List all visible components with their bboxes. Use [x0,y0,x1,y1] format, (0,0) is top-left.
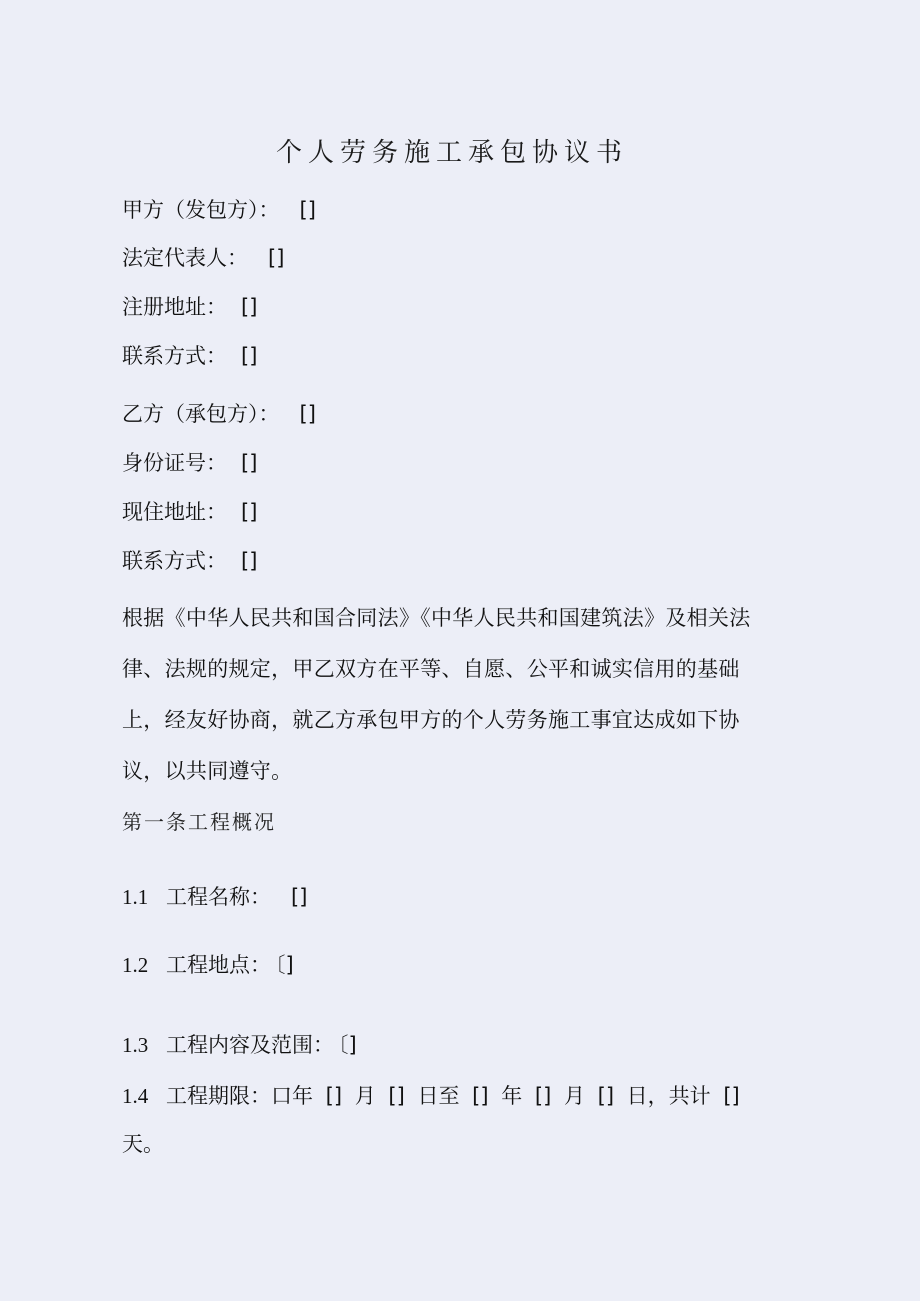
party-a-rep-value: [] [268,246,285,270]
item-1-4-label: 工程期限： [166,1084,271,1108]
party-a-heading [122,196,316,224]
item-1-4-tail: 天。 [122,1132,164,1156]
item-1-4-period: 口年 [] 月 [] 日至 [] 年 [] 月 [] 日，共计 [] [271,1084,740,1108]
preamble-paragraph: 根据《中华人民共和国合同法》《中华人民共和国建筑法》及相关法律、法规的规定，甲乙双方在平等、自愿、公平和诚实信用的基础上，经友好协商，就乙方承包甲方的个人劳务施工事宜达成如下协议，以共同遵守。 [122,606,751,783]
party-a-representative [122,244,284,272]
document-title: 个人劳务施工承包协议书 [275,138,628,168]
party-b-contact-value: [] [241,549,258,573]
item-1-2-number: 1.2 [122,953,149,977]
item-1-3-number: 1.3 [122,1033,149,1057]
party-b-contact [122,547,257,575]
item-1-1-value: [] [291,885,308,909]
party-b-contact-label: 联系方式： [122,549,227,573]
party-b-addr-value: [] [241,500,258,524]
party-a-contact-value: [] [241,344,258,368]
party-b-id [122,449,257,477]
section-1-heading: 第一条工程概况 [122,810,276,834]
item-1-1 [122,883,307,911]
item-1-3-value: 〔] [338,1033,357,1057]
party-b-label: 乙方（承包方）： [122,402,280,426]
item-1-1-label: 工程名称： [166,885,271,909]
party-b-address [122,498,257,526]
party-a-address [122,293,257,321]
item-1-3-label: 工程内容及范围： [166,1033,334,1057]
party-a-contact-label: 联系方式： [122,344,227,368]
item-1-4 [122,1082,740,1110]
party-b-value: [] [299,402,316,426]
party-b-id-value: [] [241,451,258,475]
party-a-contact [122,342,257,370]
party-b-id-label: 身份证号： [122,451,227,475]
item-1-4-number: 1.4 [122,1084,149,1108]
item-1-2-label: 工程地点： [166,953,271,977]
party-b-addr-label: 现住地址： [122,500,227,524]
item-1-2-value: 〔] [275,953,294,977]
item-1-3 [122,1031,357,1059]
item-1-2 [122,951,294,979]
party-a-label: 甲方（发包方）： [122,198,280,222]
party-a-value: [] [299,198,316,222]
party-a-addr-value: [] [241,295,258,319]
party-a-addr-label: 注册地址： [122,295,227,319]
party-b-heading [122,400,316,428]
item-1-1-number: 1.1 [122,885,149,909]
party-a-rep-label: 法定代表人： [122,246,248,270]
